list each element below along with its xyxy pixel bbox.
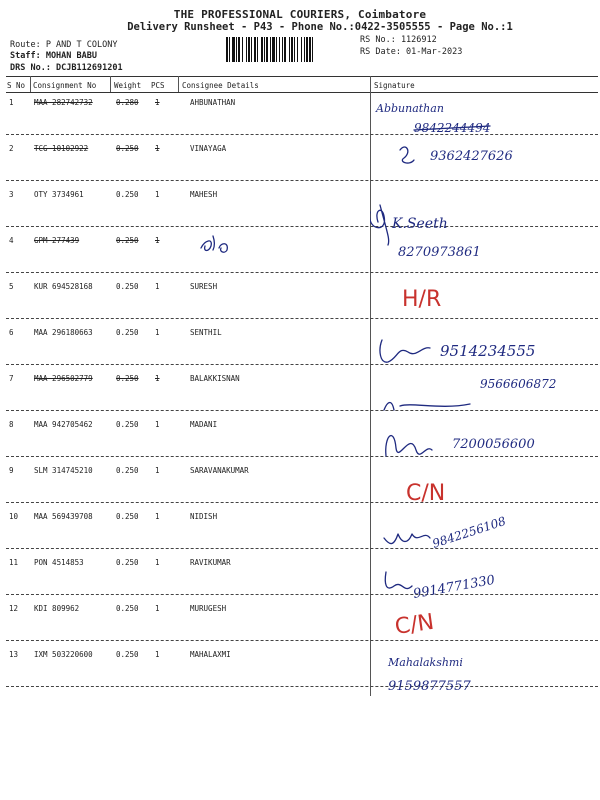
row-consignment-no: KDI 809962 [34,604,80,613]
barcode-bar [266,37,268,62]
row-pcs: 1 [155,466,160,475]
row-pcs: 1 [155,604,160,613]
row-sno: 1 [9,98,14,107]
row-sno: 13 [9,650,19,659]
row-consignee-name: SARAVANAKUMAR [190,466,249,475]
status-row-5: H/R [402,287,442,312]
phone-row-8: 7200056600 [452,437,535,452]
barcode-bar [297,37,298,62]
row-sno: 7 [9,374,14,383]
barcode-bar [264,37,265,62]
signature-row-3: K.Seeth [392,216,448,232]
row-sno: 5 [9,282,14,291]
row-consignment-no: KUR 694528168 [34,282,93,291]
row-sno: 3 [9,190,14,199]
row-consignment-no: PON 4514853 [34,558,84,567]
row-consignment-no: MAA 296502779 [34,374,93,383]
row-weight: 0.280 [116,98,139,107]
row-consignee-name: MADANI [190,420,218,429]
document-title: THE PROFESSIONAL COURIERS, Coimbatore [173,8,427,21]
barcode-bar [289,37,290,62]
row-sno: 12 [9,604,19,613]
row-sno: 4 [9,236,14,245]
row-weight: 0.250 [116,558,139,567]
row-weight: 0.250 [116,604,139,613]
row-pcs: 1 [155,328,160,337]
row-consignee-name: SURESH [190,282,218,291]
barcode-bar [304,37,305,62]
barcode-bar [232,37,235,62]
row-pcs: 1 [155,512,160,521]
row-pcs: 1 [155,650,160,659]
barcode-bar [301,37,302,62]
row-consignment-no: OTY 3734961 [34,190,84,199]
row-weight: 0.250 [116,420,139,429]
drs-number: DRS No.: DCJB112691201 [10,63,123,73]
row-consignee-name: MAHESH [190,190,218,199]
barcode-bar [248,37,250,62]
row-pcs: 1 [155,236,160,245]
barcode-bar [282,37,283,62]
barcode-bar [261,37,263,62]
row-consignee-name: RAVIKUMAR [190,558,231,567]
signature-row-8-mark [386,436,432,456]
phone-row-2: 9362427626 [430,149,513,164]
row-pcs: 1 [155,374,160,383]
scribble-mark [370,205,389,245]
row-consignee-name: AHBUNATHAN [190,98,236,107]
row-sno: 11 [9,558,19,567]
barcode-bar [270,37,271,62]
row-sno: 10 [9,512,19,521]
row-weight: 0.250 [116,190,139,199]
phone-row-10: 9842256108 [430,513,508,551]
barcode-bar [229,37,230,62]
phone-row-11: 9914771330 [412,572,497,602]
row-weight: 0.250 [116,374,139,383]
row-pcs: 1 [155,558,160,567]
column-divider [178,76,179,92]
handwritten-mark [195,230,235,254]
row-consignee-name: BALAKKISNAN [190,374,240,383]
row-weight: 0.250 [116,512,139,521]
barcode-bar [246,37,247,62]
row-weight: 0.250 [116,328,139,337]
barcode-bar [236,37,237,62]
phone-row-13: 9159877557 [388,679,471,694]
signature-row-11-mark [385,572,412,589]
phone-row-6: 9514234555 [440,342,536,360]
document-subtitle: Delivery Runsheet - P43 - Phone No.:0422-3505555 - Page No.:1 [127,21,513,33]
route-label: Route: P AND T COLONY [10,40,118,50]
signature-row-10-mark [384,534,430,544]
status-row-12: C/N [393,609,436,640]
signature-row-1: Abbunathan [376,102,444,115]
row-pcs: 1 [155,420,160,429]
row-consignee-name: VINAYAGA [190,144,227,153]
barcode [226,37,354,62]
barcode-bar [251,37,252,62]
signature-overlay [370,0,600,800]
phone-row-4: 8270973861 [398,245,481,260]
row-consignee-name: SENTHIL [190,328,222,337]
header-pcs: PCS [151,81,165,90]
staff-label: Staff: MOHAN BABU [10,51,97,61]
row-consignment-no: MAA 942705462 [34,420,93,429]
barcode-bar [284,37,286,62]
row-consignee-name: MURUGESH [190,604,227,613]
barcode-bar [291,37,293,62]
barcode-bar [226,37,228,62]
column-divider [30,76,31,92]
rs-number: RS No.: 1126912 [360,35,437,45]
row-consignee-name: NIDISH [190,512,218,521]
row-sno: 8 [9,420,14,429]
barcode-bar [279,37,280,62]
barcode-bar [238,37,240,62]
initials-mark [400,147,414,163]
rs-date: RS Date: 01-Mar-2023 [360,47,463,57]
barcode-bar [257,37,258,62]
phone-row-1: 9842244494 [414,121,491,135]
row-pcs: 1 [155,98,160,107]
row-sno: 2 [9,144,14,153]
header-weight: Weight [114,81,142,90]
header-consignment: Consignment No [33,81,97,90]
row-pcs: 1 [155,190,160,199]
row-weight: 0.250 [116,650,139,659]
signature-row-6-mark [380,340,430,362]
row-consignment-no: SLM 314745210 [34,466,93,475]
barcode-bar [312,37,313,62]
barcode-bar [309,37,311,62]
row-weight: 0.250 [116,144,139,153]
barcode-bar [242,37,243,62]
row-weight: 0.250 [116,236,139,245]
row-consignment-no: MAA 282742732 [34,98,93,107]
row-pcs: 1 [155,144,160,153]
barcode-bar [254,37,256,62]
status-row-9: C/N [406,481,446,506]
row-sno: 9 [9,466,14,475]
signature-row-13: Mahalakshmi [388,656,463,669]
phone-row-7: 9566606872 [480,377,557,391]
row-weight: 0.250 [116,466,139,475]
row-consignment-no: GPM 277439 [34,236,80,245]
header-sno: S No [7,81,26,90]
row-consignment-no: MAA 296180663 [34,328,93,337]
column-divider [110,76,111,92]
row-weight: 0.250 [116,282,139,291]
row-consignee-name: MAHALAXMI [190,650,231,659]
row-consignment-no: IXM 503220600 [34,650,93,659]
barcode-bar [306,37,308,62]
signature-row-7-mark [384,403,470,411]
row-consignment-no: TCG 10102922 [34,144,89,153]
barcode-bar [276,37,277,62]
header-consignee: Consignee Details [182,81,259,90]
row-sno: 6 [9,328,14,337]
row-consignment-no: MAA 569439708 [34,512,93,521]
header-signature: Signature [374,81,415,90]
barcode-bar [294,37,295,62]
row-pcs: 1 [155,282,160,291]
barcode-bar [272,37,275,62]
